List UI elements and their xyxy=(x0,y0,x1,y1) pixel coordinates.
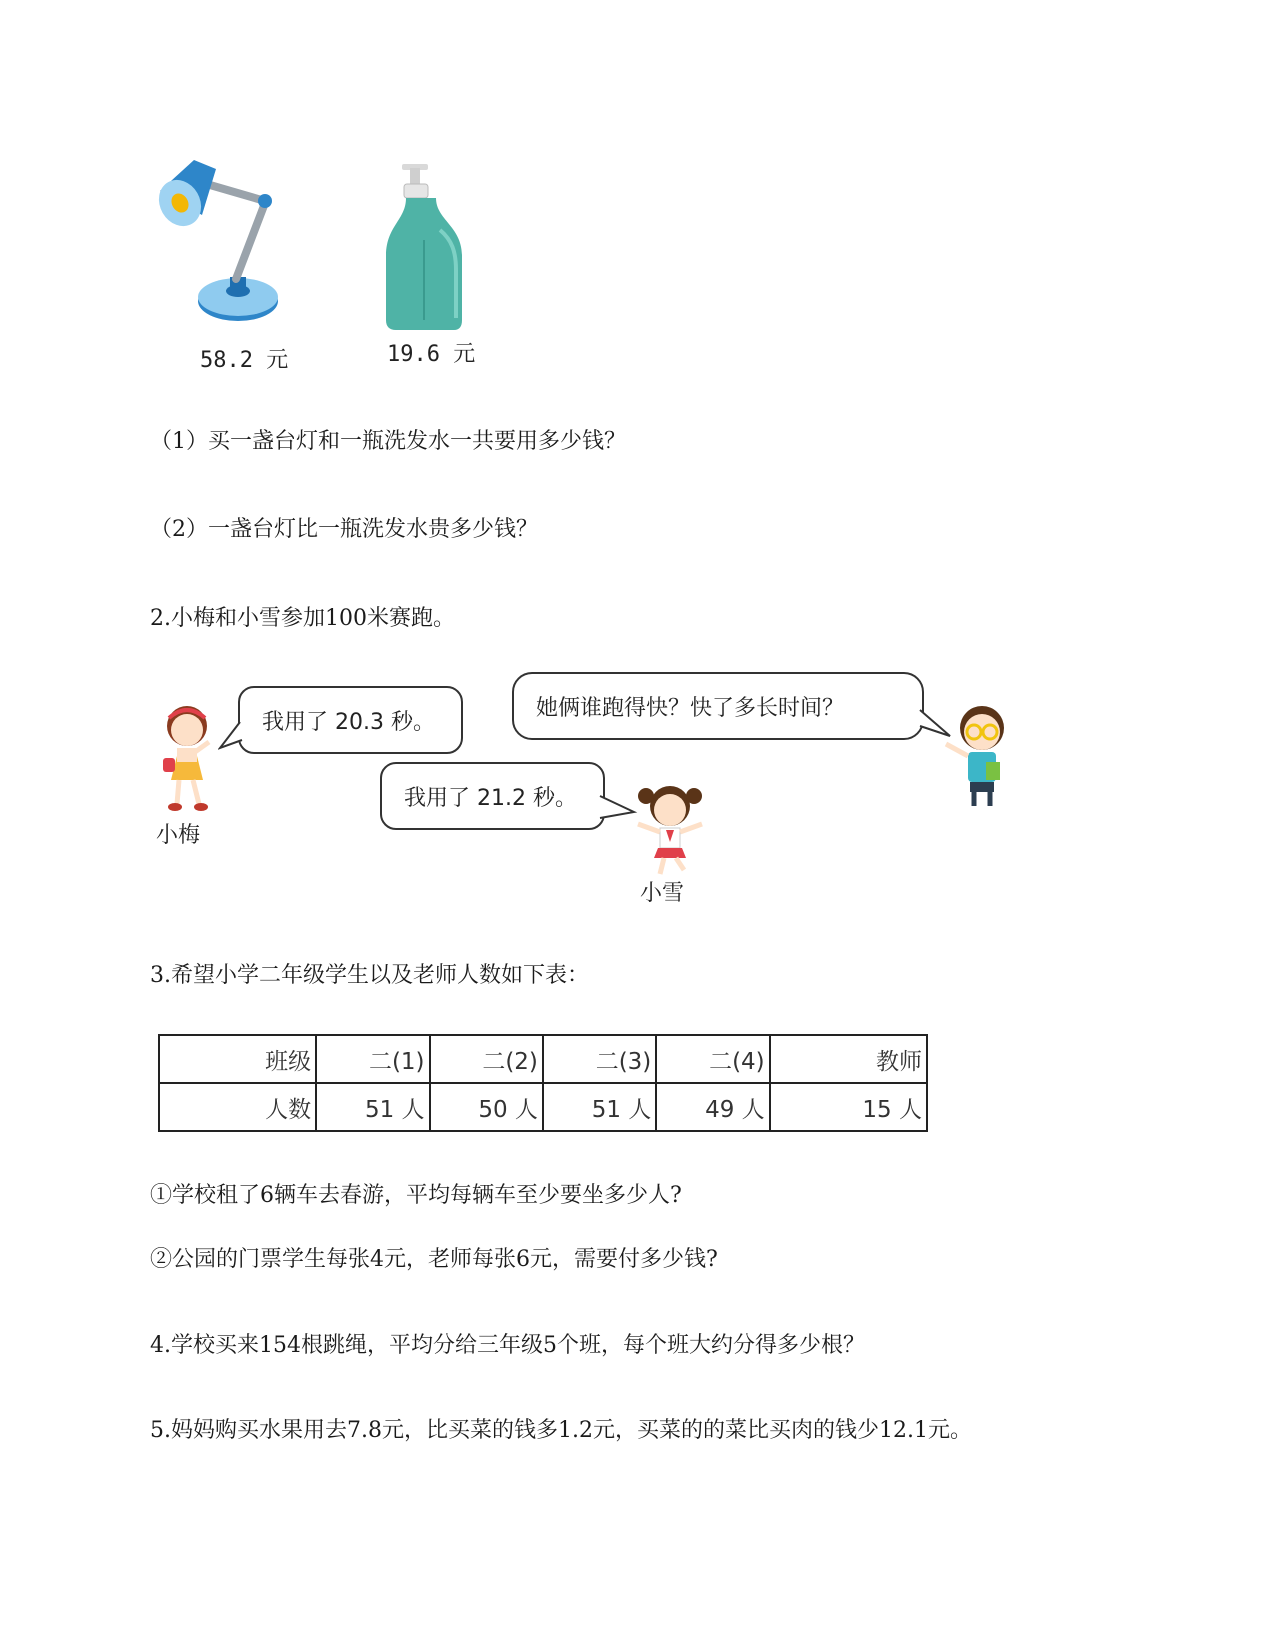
table-cell: 49 人 xyxy=(656,1083,769,1131)
table-column-header: 二(1) xyxy=(316,1035,429,1083)
table-cell: 15 人 xyxy=(770,1083,927,1131)
xiaomei-figure xyxy=(155,700,225,815)
xiaoxue-speech-bubble xyxy=(380,762,605,830)
girl-icon xyxy=(155,700,225,815)
question-1-part-2: （2）一盏台灯比一瓶洗发水贵多少钱？ xyxy=(150,517,538,542)
shampoo-bottle-icon xyxy=(380,160,470,332)
xiaoxue-figure xyxy=(630,782,710,877)
xiaomei-bubble-tail xyxy=(218,720,244,756)
xiaomei-speech-text: 我用了 20.3 秒。 xyxy=(262,709,435,735)
question-2-title: 2.小梅和小雪参加100米赛跑。 xyxy=(150,606,455,631)
table-column-header: 二(2) xyxy=(430,1035,543,1083)
table-column-header: 二(4) xyxy=(656,1035,769,1083)
boy-icon xyxy=(940,700,1020,810)
xiaomei-speech-bubble xyxy=(238,686,463,754)
table-cell: 51 人 xyxy=(316,1083,429,1131)
table-column-header: 二(3) xyxy=(543,1035,656,1083)
class-count-table xyxy=(158,1034,928,1132)
xiaoxue-speech-text: 我用了 21.2 秒。 xyxy=(404,785,577,811)
table-cell: 51 人 xyxy=(543,1083,656,1131)
boy-speech-bubble xyxy=(512,672,924,740)
table-header-cell: 班级 xyxy=(159,1035,316,1083)
boy-figure xyxy=(940,700,1020,810)
xiaomei-name: 小梅 xyxy=(156,823,201,848)
shampoo-price: 19.6 元 xyxy=(387,342,476,367)
table-column-header: 教师 xyxy=(770,1035,927,1083)
question-4-title: 4.学校买来154根跳绳，平均分给三年级5个班，每个班大约分得多少根？ xyxy=(150,1333,865,1358)
desk-lamp-icon xyxy=(150,155,290,340)
table-row xyxy=(159,1083,927,1131)
boy-speech-text: 她俩谁跑得快？快了多长时间？ xyxy=(536,695,845,721)
girl-running-icon xyxy=(630,782,710,877)
table-header-cell: 人数 xyxy=(159,1083,316,1131)
table-row xyxy=(159,1035,927,1083)
question-3-title: 3.希望小学二年级学生以及老师人数如下表： xyxy=(150,963,589,988)
question-3-part-1: ①学校租了6辆车去春游，平均每辆车至少要坐多少人? xyxy=(150,1183,682,1208)
shampoo-bottle-image xyxy=(380,160,470,332)
desk-lamp-image xyxy=(150,155,290,340)
question-1-part-1: （1）买一盏台灯和一瓶洗发水一共要用多少钱？ xyxy=(150,429,626,454)
question-5-title: 5.妈妈购买水果用去7.8元，比买菜的钱多1.2元，买菜的的菜比买肉的钱少12.1元。 xyxy=(150,1418,972,1443)
lamp-price: 58.2 元 xyxy=(200,348,289,373)
xiaoxue-name: 小雪 xyxy=(640,881,685,906)
table-cell: 50 人 xyxy=(430,1083,543,1131)
question-3-part-2: ②公园的门票学生每张4元，老师每张6元，需要付多少钱? xyxy=(150,1247,718,1272)
